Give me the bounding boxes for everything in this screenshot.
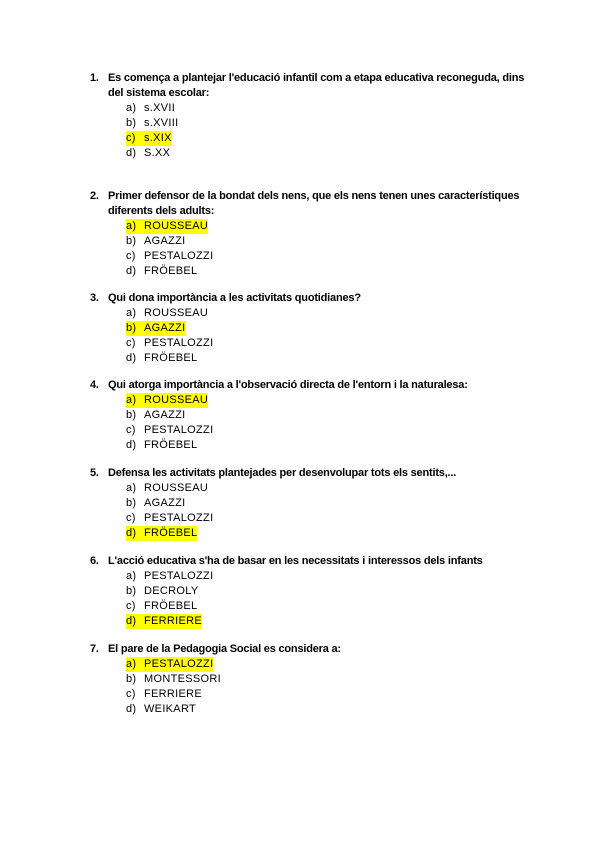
question-heading	[90, 554, 540, 569]
option-text: ROUSSEAU	[144, 307, 209, 319]
option-text: AGAZZI	[144, 322, 186, 334]
option-letter: d)	[126, 352, 137, 364]
option-letter: b)	[126, 235, 137, 247]
question-heading	[90, 71, 540, 101]
option-b	[90, 584, 540, 599]
question-heading	[90, 189, 540, 219]
question-6	[90, 554, 540, 629]
option-d	[90, 526, 540, 541]
option-highlight	[126, 146, 170, 161]
option-c	[90, 687, 540, 702]
option-text: AGAZZI	[144, 497, 186, 509]
question-heading	[90, 466, 540, 481]
option-b	[90, 408, 540, 423]
question-number: 7.	[90, 643, 99, 655]
option-b	[90, 116, 540, 131]
options-list	[90, 219, 540, 279]
option-text: FERRIERE	[144, 615, 203, 627]
option-text: FRÖEBEL	[144, 439, 198, 451]
option-letter: c)	[126, 337, 136, 349]
option-letter: a)	[126, 307, 137, 319]
option-highlight	[126, 116, 179, 131]
option-letter: a)	[126, 570, 137, 582]
question-text: Es comença a plantejar l'educació infantil com a etapa educativa reconeguda, dins del sistema escolar:	[108, 72, 525, 99]
option-highlight	[126, 101, 175, 116]
option-c	[90, 423, 540, 438]
options-list	[90, 101, 540, 161]
option-a	[90, 481, 540, 496]
option-text: PESTALOZZI	[144, 337, 214, 349]
option-text: PESTALOZZI	[144, 658, 214, 670]
question-5	[90, 466, 540, 541]
option-c	[90, 249, 540, 264]
option-highlight	[126, 569, 213, 584]
option-d	[90, 438, 540, 453]
option-letter: c)	[126, 132, 136, 144]
question-text: Qui dona importància a les activitats quotidianes?	[108, 292, 361, 304]
option-text: PESTALOZZI	[144, 570, 214, 582]
option-text: s.XIX	[144, 132, 172, 144]
option-letter: d)	[126, 439, 137, 451]
option-text: AGAZZI	[144, 235, 186, 247]
options-list	[90, 306, 540, 366]
option-d	[90, 702, 540, 717]
option-a	[90, 657, 540, 672]
option-highlight	[126, 336, 213, 351]
question-text: Qui atorga importància a l'observació directa de l'entorn i la naturalesa:	[108, 379, 468, 391]
option-highlight	[126, 131, 172, 146]
option-letter: a)	[126, 394, 137, 406]
option-highlight	[126, 321, 186, 336]
options-list	[90, 481, 540, 541]
option-letter: c)	[126, 512, 136, 524]
option-text: S.XX	[144, 147, 171, 159]
option-highlight	[126, 496, 186, 511]
option-text: FERRIERE	[144, 688, 203, 700]
option-letter: b)	[126, 673, 137, 685]
option-text: PESTALOZZI	[144, 512, 214, 524]
option-highlight	[126, 393, 208, 408]
option-d	[90, 146, 540, 161]
option-highlight	[126, 423, 213, 438]
option-letter: c)	[126, 250, 136, 262]
question-text: El pare de la Pedagogia Social es considera a:	[108, 643, 341, 655]
option-letter: d)	[126, 147, 137, 159]
options-list	[90, 657, 540, 717]
option-text: WEIKART	[144, 703, 197, 715]
option-letter: c)	[126, 688, 136, 700]
option-d	[90, 351, 540, 366]
option-b	[90, 234, 540, 249]
option-b	[90, 496, 540, 511]
question-heading	[90, 642, 540, 657]
option-letter: c)	[126, 424, 136, 436]
option-highlight	[126, 306, 208, 321]
option-letter: b)	[126, 497, 137, 509]
option-letter: d)	[126, 615, 137, 627]
question-number: 6.	[90, 555, 99, 567]
options-list	[90, 569, 540, 629]
option-highlight	[126, 264, 197, 279]
option-highlight	[126, 657, 213, 672]
option-text: ROUSSEAU	[144, 394, 209, 406]
question-number: 2.	[90, 190, 99, 202]
option-text: FRÖEBEL	[144, 265, 198, 277]
option-text: DECROLY	[144, 585, 199, 597]
option-letter: d)	[126, 703, 137, 715]
option-text: ROUSSEAU	[144, 220, 209, 232]
option-a	[90, 569, 540, 584]
option-c	[90, 131, 540, 146]
question-4	[90, 378, 540, 453]
option-c	[90, 336, 540, 351]
option-highlight	[126, 672, 221, 687]
option-text: PESTALOZZI	[144, 250, 214, 262]
question-2	[90, 189, 540, 279]
option-highlight	[126, 702, 196, 717]
option-a	[90, 219, 540, 234]
option-highlight	[126, 584, 198, 599]
option-letter: a)	[126, 658, 137, 670]
question-heading	[90, 291, 540, 306]
option-text: AGAZZI	[144, 409, 186, 421]
option-b	[90, 672, 540, 687]
option-d	[90, 614, 540, 629]
option-letter: b)	[126, 409, 137, 421]
question-text: Primer defensor de la bondat dels nens, que els nens tenen unes característiques diferents dels adults:	[108, 190, 520, 217]
option-letter: b)	[126, 585, 137, 597]
option-letter: d)	[126, 265, 137, 277]
option-text: s.XVIII	[144, 117, 179, 129]
options-list	[90, 393, 540, 453]
question-number: 3.	[90, 292, 99, 304]
option-text: FRÖEBEL	[144, 352, 198, 364]
question-text: L'acció educativa s'ha de basar en les necessitats i interessos dels infants	[108, 555, 483, 567]
option-letter: a)	[126, 482, 137, 494]
option-letter: d)	[126, 527, 137, 539]
option-highlight	[126, 511, 213, 526]
question-7	[90, 642, 540, 717]
question-1	[90, 71, 540, 161]
option-a	[90, 306, 540, 321]
option-highlight	[126, 438, 197, 453]
option-highlight	[126, 408, 186, 423]
option-text: ROUSSEAU	[144, 482, 209, 494]
option-letter: c)	[126, 600, 136, 612]
option-highlight	[126, 687, 202, 702]
option-a	[90, 393, 540, 408]
option-highlight	[126, 234, 186, 249]
option-highlight	[126, 481, 208, 496]
option-highlight	[126, 614, 202, 629]
option-text: MONTESSORI	[144, 673, 221, 685]
question-text: Defensa les activitats plantejades per desenvolupar tots els sentits,...	[108, 467, 457, 479]
option-highlight	[126, 219, 208, 234]
option-highlight	[126, 526, 197, 541]
question-number: 5.	[90, 467, 99, 479]
option-text: s.XVII	[144, 102, 176, 114]
option-text: PESTALOZZI	[144, 424, 214, 436]
option-a	[90, 101, 540, 116]
option-c	[90, 511, 540, 526]
option-letter: a)	[126, 220, 137, 232]
question-number: 1.	[90, 72, 99, 84]
option-letter: b)	[126, 117, 137, 129]
option-highlight	[126, 249, 213, 264]
option-b	[90, 321, 540, 336]
option-c	[90, 599, 540, 614]
option-highlight	[126, 599, 197, 614]
option-highlight	[126, 351, 197, 366]
option-d	[90, 264, 540, 279]
option-letter: b)	[126, 322, 137, 334]
option-text: FRÖEBEL	[144, 600, 198, 612]
question-heading	[90, 378, 540, 393]
question-number: 4.	[90, 379, 99, 391]
option-letter: a)	[126, 102, 137, 114]
option-text: FRÖEBEL	[144, 527, 198, 539]
question-3	[90, 291, 540, 366]
